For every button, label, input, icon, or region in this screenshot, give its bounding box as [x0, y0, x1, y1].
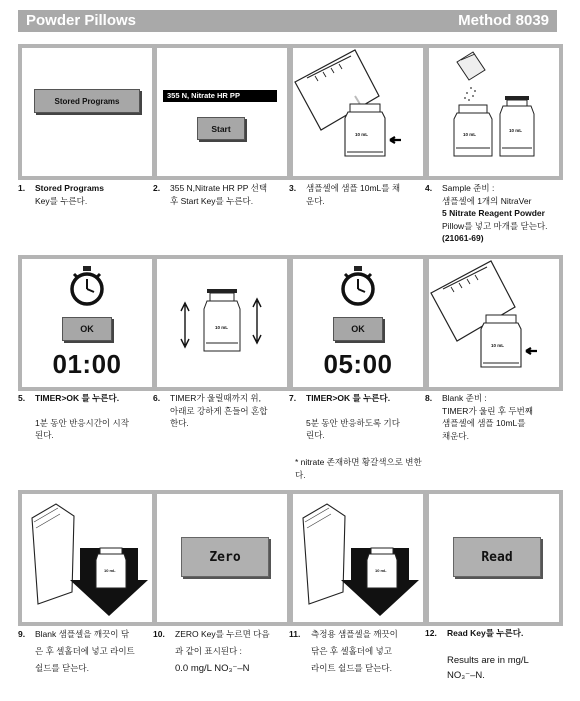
- note-text: * nitrate 존재하면 황갈색으로 변한다.: [295, 457, 422, 480]
- panel-zero: [153, 490, 291, 626]
- bottle-label-left: 10 mL: [463, 132, 477, 137]
- panel-insert-sample: [289, 490, 427, 626]
- zero-button[interactable]: Zero: [181, 537, 269, 577]
- bottle-label-right: 10 mL: [509, 128, 523, 133]
- insert-cell-icon: [293, 494, 423, 622]
- panel-timer-2: [289, 255, 427, 391]
- header-bar: [18, 10, 557, 32]
- bottle-label: 10 mL: [355, 132, 369, 137]
- program-selection-bar[interactable]: 355 N, Nitrate HR PP: [163, 90, 277, 102]
- bottle-label: 10 mL: [491, 343, 505, 348]
- panel-fill-blank: [425, 255, 563, 391]
- shake-bottle-icon: [157, 259, 287, 387]
- sample-cells-icon: [429, 48, 559, 176]
- timer-display: 05:00: [323, 349, 393, 379]
- panel-insert-blank: [18, 490, 156, 626]
- method-number: Method 8039: [458, 12, 549, 29]
- stored-programs-button[interactable]: Stored Programs: [34, 89, 140, 113]
- header-title: Powder Pillows: [26, 12, 137, 29]
- panel-stored-programs: [18, 44, 156, 180]
- panel-add-reagent: [425, 44, 563, 180]
- panel-fill-sample: [289, 44, 427, 180]
- panel-program-select: [153, 44, 291, 180]
- sample-cell-icon: [293, 48, 423, 176]
- panel-read: [425, 490, 563, 626]
- ok-button[interactable]: OK: [62, 317, 112, 341]
- bottle-label: 10 mL: [104, 568, 116, 573]
- sample-cell-icon: [429, 259, 559, 387]
- panel-timer-1: [18, 255, 156, 391]
- ok-button[interactable]: OK: [333, 317, 383, 341]
- bottle-label: 10 mL: [375, 568, 387, 573]
- panel-shake: [153, 255, 291, 391]
- start-button[interactable]: Start: [197, 117, 245, 140]
- bottle-label: 10 mL: [215, 325, 229, 330]
- read-button[interactable]: Read: [453, 537, 541, 577]
- timer-display: 01:00: [52, 349, 122, 379]
- insert-cell-icon: [22, 494, 152, 622]
